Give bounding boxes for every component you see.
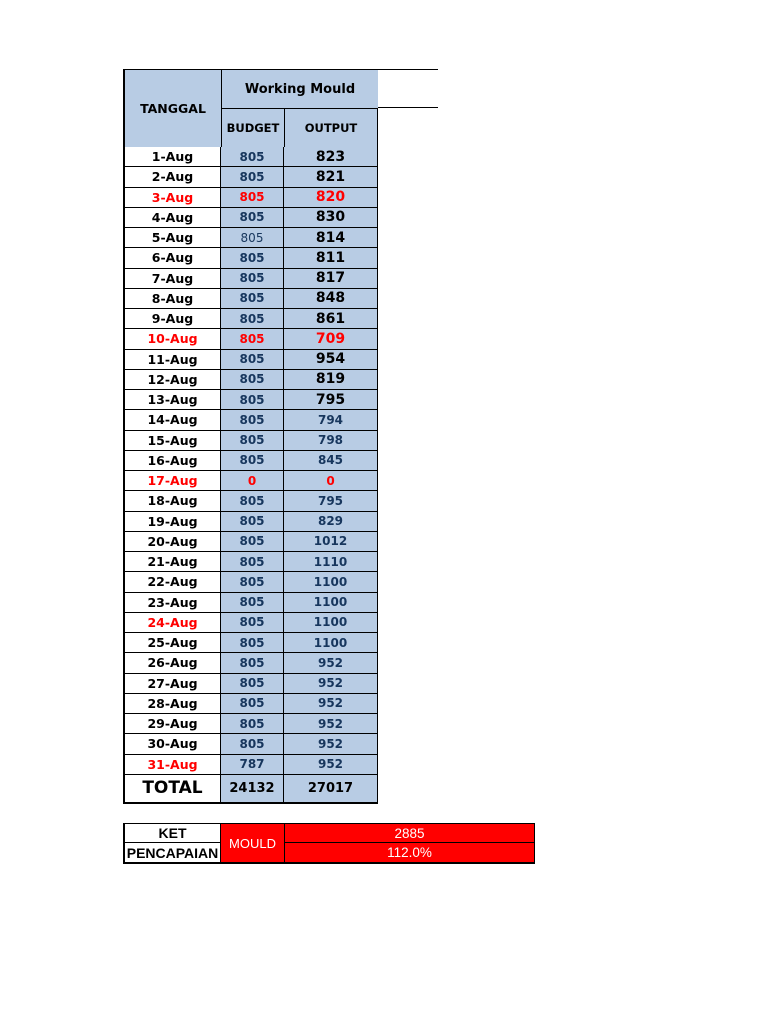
row-budget: 805 [221, 147, 284, 167]
row-output: 1100 [284, 593, 378, 613]
table-row [123, 208, 378, 228]
row-date: 18-Aug [123, 491, 221, 511]
row-budget: 805 [221, 734, 284, 754]
row-budget: 0 [221, 471, 284, 491]
table-row [123, 552, 378, 572]
row-budget: 805 [221, 714, 284, 734]
table-row [123, 248, 378, 268]
row-output: 821 [284, 167, 378, 187]
row-budget: 805 [221, 248, 284, 268]
summary-ket-label: KET [123, 823, 221, 843]
row-output: 795 [284, 491, 378, 511]
row-output: 811 [284, 248, 378, 268]
row-date: 17-Aug [123, 471, 221, 491]
row-date: 1-Aug [123, 147, 221, 167]
table-row [123, 269, 378, 289]
row-date: 26-Aug [123, 653, 221, 673]
row-output: 861 [284, 309, 378, 329]
row-date: 13-Aug [123, 390, 221, 410]
table-row [123, 329, 378, 349]
row-output: 814 [284, 228, 378, 248]
row-output: 795 [284, 390, 378, 410]
total-row [123, 775, 378, 804]
row-output: 952 [284, 755, 378, 775]
row-budget: 805 [221, 167, 284, 187]
row-budget: 805 [221, 208, 284, 228]
row-output: 848 [284, 289, 378, 309]
header-border-line [378, 107, 438, 108]
header-budget: BUDGET [221, 108, 284, 147]
row-output: 952 [284, 694, 378, 714]
row-date: 30-Aug [123, 734, 221, 754]
row-output: 819 [284, 370, 378, 390]
row-date: 21-Aug [123, 552, 221, 572]
table-body [123, 147, 378, 804]
row-output: 952 [284, 674, 378, 694]
row-budget: 805 [221, 512, 284, 532]
row-budget: 805 [221, 593, 284, 613]
row-date: 5-Aug [123, 228, 221, 248]
row-date: 3-Aug [123, 188, 221, 208]
row-date: 10-Aug [123, 329, 221, 349]
row-date: 11-Aug [123, 350, 221, 370]
row-date: 23-Aug [123, 593, 221, 613]
row-date: 2-Aug [123, 167, 221, 187]
row-date: 9-Aug [123, 309, 221, 329]
row-date: 14-Aug [123, 410, 221, 430]
row-date: 27-Aug [123, 674, 221, 694]
row-output: 823 [284, 147, 378, 167]
table-row [123, 633, 378, 653]
row-budget: 805 [221, 572, 284, 592]
row-budget: 805 [221, 350, 284, 370]
row-output: 0 [284, 471, 378, 491]
row-budget: 787 [221, 755, 284, 775]
total-output: 27017 [284, 775, 378, 804]
table-row [123, 653, 378, 673]
row-budget: 805 [221, 269, 284, 289]
summary-difference-value: 2885 [284, 823, 535, 843]
header-working-mould: Working Mould [221, 69, 378, 108]
row-budget: 805 [221, 694, 284, 714]
row-output: 1100 [284, 572, 378, 592]
row-budget: 805 [221, 491, 284, 511]
table-row [123, 350, 378, 370]
summary-mould-label: MOULD [221, 823, 284, 864]
row-date: 24-Aug [123, 613, 221, 633]
table-row [123, 228, 378, 248]
row-budget: 805 [221, 532, 284, 552]
row-budget: 805 [221, 451, 284, 471]
row-date: 6-Aug [123, 248, 221, 268]
table-row [123, 491, 378, 511]
row-date: 4-Aug [123, 208, 221, 228]
table-row [123, 167, 378, 187]
row-output: 954 [284, 350, 378, 370]
table-row [123, 471, 378, 491]
row-date: 25-Aug [123, 633, 221, 653]
row-budget: 805 [221, 289, 284, 309]
row-budget: 805 [221, 188, 284, 208]
row-date: 31-Aug [123, 755, 221, 775]
row-date: 8-Aug [123, 289, 221, 309]
table-row [123, 532, 378, 552]
table-row [123, 370, 378, 390]
row-date: 20-Aug [123, 532, 221, 552]
row-budget: 805 [221, 410, 284, 430]
summary-pencapaian-label: PENCAPAIAN [123, 843, 221, 864]
row-output: 845 [284, 451, 378, 471]
table-row [123, 512, 378, 532]
row-date: 15-Aug [123, 431, 221, 451]
row-output: 709 [284, 329, 378, 349]
row-budget: 805 [221, 552, 284, 572]
row-output: 794 [284, 410, 378, 430]
row-date: 19-Aug [123, 512, 221, 532]
row-date: 12-Aug [123, 370, 221, 390]
summary-percentage-value: 112.0% [284, 843, 535, 864]
row-output: 1110 [284, 552, 378, 572]
row-output: 1012 [284, 532, 378, 552]
table-row [123, 188, 378, 208]
total-budget: 24132 [221, 775, 284, 804]
summary-table [123, 823, 535, 864]
row-output: 952 [284, 714, 378, 734]
table-row [123, 289, 378, 309]
row-budget: 805 [221, 390, 284, 410]
row-output: 820 [284, 188, 378, 208]
header-output: OUTPUT [284, 108, 378, 147]
table-row [123, 734, 378, 754]
header-border-line [378, 69, 438, 70]
row-date: 29-Aug [123, 714, 221, 734]
row-budget: 805 [221, 613, 284, 633]
row-budget: 805 [221, 370, 284, 390]
row-budget: 805 [221, 633, 284, 653]
table-row [123, 613, 378, 633]
row-date: 28-Aug [123, 694, 221, 714]
table-row [123, 572, 378, 592]
row-budget: 805 [221, 309, 284, 329]
row-date: 7-Aug [123, 269, 221, 289]
table-row [123, 451, 378, 471]
row-date: 16-Aug [123, 451, 221, 471]
row-list [123, 147, 378, 775]
table-row [123, 309, 378, 329]
table-row [123, 410, 378, 430]
table-row [123, 593, 378, 613]
table-row [123, 694, 378, 714]
row-budget: 805 [221, 653, 284, 673]
table-row [123, 147, 378, 167]
row-budget: 805 [221, 329, 284, 349]
table-row [123, 431, 378, 451]
row-date: 22-Aug [123, 572, 221, 592]
row-output: 817 [284, 269, 378, 289]
row-output: 1100 [284, 613, 378, 633]
table-row [123, 714, 378, 734]
row-output: 952 [284, 653, 378, 673]
row-budget: 805 [221, 674, 284, 694]
row-budget: 805 [221, 431, 284, 451]
row-output: 952 [284, 734, 378, 754]
row-output: 1100 [284, 633, 378, 653]
table-row [123, 390, 378, 410]
header-tanggal: TANGGAL [123, 69, 221, 147]
total-label: TOTAL [123, 775, 221, 804]
table-row [123, 755, 378, 775]
table-row [123, 674, 378, 694]
row-output: 798 [284, 431, 378, 451]
row-output: 830 [284, 208, 378, 228]
row-output: 829 [284, 512, 378, 532]
row-budget: 805 [221, 228, 284, 248]
